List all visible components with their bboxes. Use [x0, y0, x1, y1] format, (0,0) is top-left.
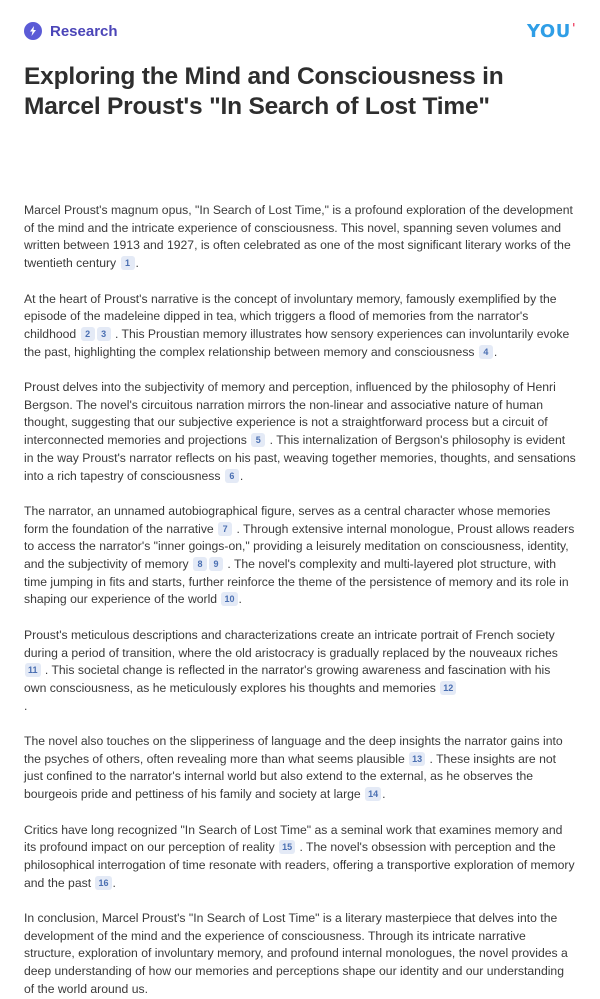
paragraph-text: . [239, 468, 244, 483]
paragraph-text: The narrator, an unnamed autobiographical figure, serves as a central character whose memories form the foundation of the narrative [24, 503, 551, 536]
citation-badge[interactable]: 13 [409, 752, 425, 766]
paragraph-text: At the heart of Proust's narrative is the concept of involuntary memory, famously exemplified by the episode of the madeleine dipped in tea, which triggers a flood of memories from the narrator's childhood [24, 291, 557, 341]
paragraph-text: . Through extensive internal monologue, Proust allows readers to access the narrator's "inner goings-on," providing a leisurely meditation on consciousness, identity, and the subjectivity of memory [24, 521, 575, 572]
paragraph-5 [24, 627, 576, 716]
paragraph-text: . [493, 344, 498, 359]
paragraph-text: In conclusion, Marcel Proust's "In Search of Lost Time" is a literary masterpiece that delves into the development of the mind and the experience of consciousness. Through its intricate narrative structure, exploration of involuntary memory, and profound internal monologues, the novel provides a deep understanding of how our memories and perceptions shape our identity and our understanding of the world around us. [24, 911, 568, 996]
paragraph-text: . The novel's obsession with perception and the philosophical interrogation of time resonate with readers, offering a transportive exploration of memory and the past [24, 840, 575, 890]
paragraph-8 [24, 910, 576, 999]
paragraph-2 [24, 291, 576, 362]
paragraph-text: . [135, 256, 139, 271]
citation-badge[interactable]: 5 [251, 433, 265, 447]
paragraph-text: Critics have long recognized "In Search of Lost Time" as a seminal work that examines memory and its profound impact on our perception of reality [24, 822, 563, 855]
paragraph-1 [24, 202, 576, 273]
header [24, 0, 576, 62]
logo-accent: ' [571, 20, 576, 35]
citation-badge[interactable]: 9 [209, 557, 223, 571]
paragraph-3 [24, 379, 576, 485]
citation-badge[interactable]: 11 [25, 663, 41, 677]
logo-text: YOU [527, 20, 571, 42]
lightning-icon [24, 22, 42, 40]
paragraph-7 [24, 822, 576, 893]
citation-badge[interactable]: 10 [221, 592, 237, 606]
paragraph-text: Proust delves into the subjectivity of memory and perception, influenced by the philosophy of Henri Bergson. The novel's circuitous narration mirrors the non-linear and associative nature of human thought, suggesting that our subjective experience is not a straightforward process but a circuit of interconnected memories and projections [24, 380, 556, 448]
page-title: Exploring the Mind and Consciousness in Marcel Proust's "In Search of Lost Time" [24, 63, 504, 120]
paragraph-text: . [382, 787, 386, 802]
citation-badge[interactable]: 15 [279, 840, 295, 854]
section-label: Research [50, 22, 118, 40]
paragraph-4 [24, 503, 576, 609]
citation-badge[interactable]: 3 [97, 327, 111, 341]
citation-badge[interactable]: 1 [121, 256, 135, 270]
paragraph-text: . This societal change is reflected in the narrator's growing awareness and fascination with his own consciousness, as he meticulously explores his thoughts and memories [24, 663, 551, 695]
paragraph-text: . [24, 698, 28, 713]
paragraph-text: . [238, 592, 242, 607]
citation-badge[interactable]: 7 [218, 522, 232, 536]
article-body [24, 146, 576, 999]
citation-badge[interactable]: 12 [440, 681, 456, 695]
paragraph-text: . This Proustian memory illustrates how sensory experiences can involuntarily evoke the past, highlighting the complex relationship between memory and consciousness [24, 326, 570, 359]
paragraph-text: . [112, 875, 116, 890]
citation-badge[interactable]: 14 [365, 787, 381, 801]
citation-badge[interactable]: 16 [95, 876, 111, 890]
paragraph-text: Proust's meticulous descriptions and characterizations create an intricate portrait of French society during a period of transition, where the old aristocracy is gradually replaced by the nouveaux riches [24, 627, 558, 660]
paragraph-6 [24, 733, 576, 804]
section-badge[interactable] [24, 22, 118, 40]
paragraph-text: . These insights are not just confined to the narrator's internal world but also extend to the external, as he observes the bourgeois pride and pettiness of his family and society at large [24, 751, 557, 802]
citation-badge[interactable]: 2 [81, 327, 95, 341]
paragraph-text: . The novel's complexity and multi-layered plot structure, with time jumping in fits and starts, further reinforce the theme of the persistence of memory and its role in shaping our experience of the world [24, 557, 569, 607]
paragraph-text: . This internalization of Bergson's philosophy is evident in the way Proust's narrator reflects on his past, weaving together memories, thoughts, and sensations into a rich tapestry of consciousness [24, 433, 576, 483]
paragraph-text: The novel also touches on the slipperiness of language and the deep insights the narrator gains into the psyches of others, often revealing more than what seems plausible [24, 734, 563, 766]
paragraph-text: Marcel Proust's magnum opus, "In Search of Lost Time," is a profound exploration of the development of the mind and the intricate experience of consciousness. This novel, spanning seven volumes and written between 1913 and 1927, is often celebrated as one of the most significant literary works of the twentieth century [24, 203, 573, 271]
you-logo[interactable] [527, 21, 576, 42]
citation-badge[interactable]: 4 [479, 345, 493, 359]
citation-badge[interactable]: 8 [193, 557, 207, 571]
citation-badge[interactable]: 6 [225, 469, 239, 483]
